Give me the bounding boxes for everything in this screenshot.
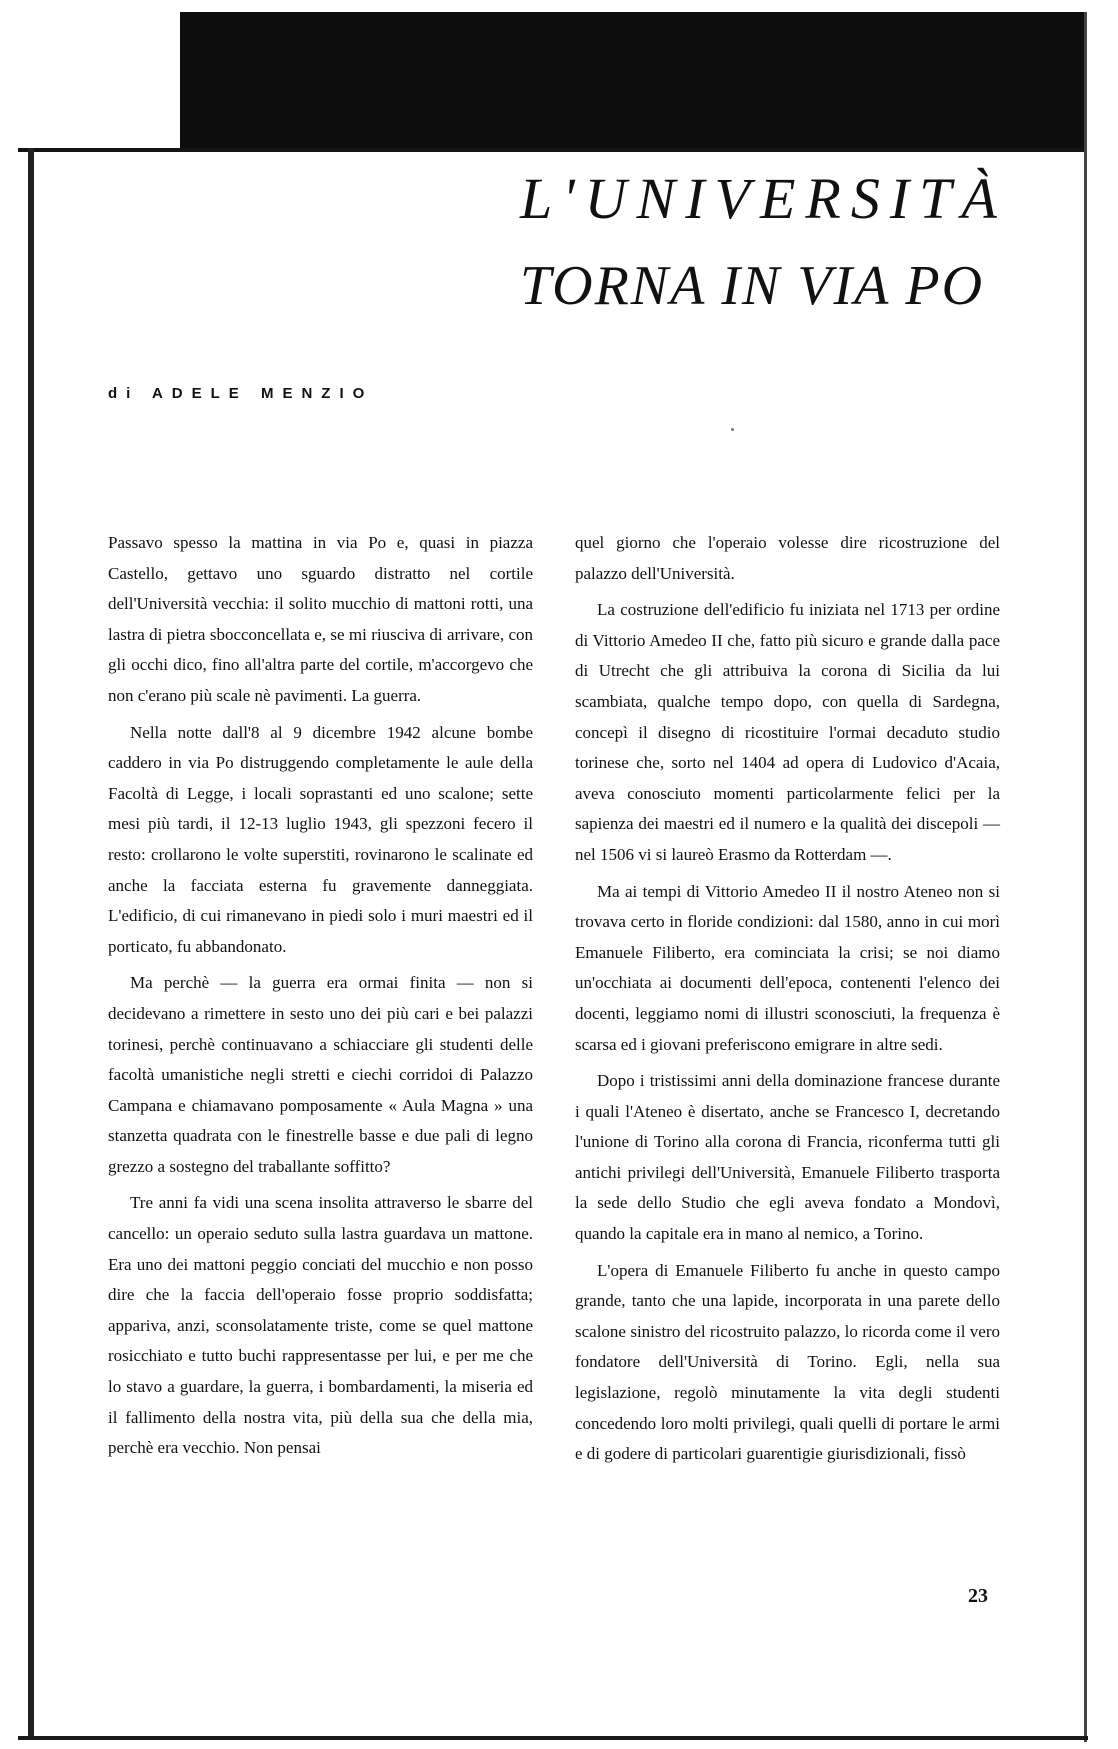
paragraph: Ma ai tempi di Vittorio Amedeo II il nostro Ateneo non si trovava certo in floride condizioni: dal 1580, anno in cui morì Emanuele Filiberto, era cominciata la crisi; se noi diamo un'occhiata ai documenti dell'epoca, contenenti l'elenco dei docenti, leggiamo nomi di illustri sconosciuti, la frequenza è scarsa ed i giovani preferiscono emigrare in altre sedi. <box>575 881 1000 1054</box>
byline: di ADELE MENZIO <box>108 385 374 402</box>
paragraph: Nella notte dall'8 al 9 dicembre 1942 alcune bombe caddero in via Po distruggendo completamente le aule della Facoltà di Legge, i locali soprastanti ed uno scalone; sette mesi più tardi, il 12-13 luglio 1943, gli spezzoni fecero il resto: crollarono le volte superstiti, rovinarono le scalinate ed anche la facciata esterna fu gravemente danneggiata. L'edificio, di cui rimanevano in piedi solo i muri maestri ed il porticato, fu abbandonato. <box>108 722 533 956</box>
title-line-2: TORNA IN VIA PO <box>520 255 985 317</box>
top-black-band <box>180 12 1084 152</box>
page-number: 23 <box>968 1585 988 1607</box>
article-title <box>520 160 1060 324</box>
right-column <box>575 528 1000 1476</box>
frame-left-rule <box>28 148 34 1738</box>
print-speck <box>731 428 734 431</box>
left-column <box>108 528 533 1470</box>
title-line-1: L'UNIVERSITÀ <box>520 166 1007 231</box>
paragraph: Ma perchè — la guerra era ormai finita — non si decidevano a rimettere in sesto uno dei più cari e bei palazzi torinesi, perchè continuavano a schiacciare gli studenti delle facoltà umanistiche negli stretti e ciechi corridoi di Palazzo Campana e chiamavano pomposamente « Aula Magna » una stanzetta quadrata con le finestrelle basse e due pali di legno grezzo a sostegno del traballante soffitto? <box>108 973 533 1176</box>
paragraph: Passavo spesso la mattina in via Po e, quasi in piazza Castello, gettavo uno sguardo distratto nel cortile dell'Università vecchia: il solito mucchio di mattoni rotti, una lastra di pietra sbocconcellata e, se mi riusciva di arrivare, con gli occhi dico, fino all'altra parte del cortile, m'accorgevo che non c'erano più scale nè pavimenti. La guerra. <box>108 533 533 705</box>
frame-right-rule <box>1084 12 1087 1742</box>
paragraph: Tre anni fa vidi una scena insolita attraverso le sbarre del cancello: un operaio seduto sulla lastra guardava un mattone. Era uno dei mattoni peggio conciati del mucchio e non posso dire che la faccia dell'operaio fosse proprio soddisfatta; appariva, anzi, sconsolatamente triste, come se quel mattone rosicchiato e tutto buchi rappresentasse per lui, e per me che lo stavo a guardare, la guerra, i bombardamenti, la miseria ed il fallimento della nostra vita, più della sua che della mia, perchè era vecchio. Non pensai <box>108 1193 533 1458</box>
paragraph: L'opera di Emanuele Filiberto fu anche in questo campo grande, tanto che una lapide, incorporata in una parete dello scalone sinistro del ricostruito palazzo, lo ricorda come il vero fondatore dell'Università di Torino. Egli, nella sua legislazione, regolò minutamente la vita degli studenti concedendo loro molti privilegi, quali quelli di portare le armi e di godere di particolari guarentigie giurisdizionali, fissò <box>575 1260 1000 1464</box>
paragraph: quel giorno che l'operaio volesse dire ricostruzione del palazzo dell'Università. <box>575 533 1000 583</box>
paragraph: La costruzione dell'edificio fu iniziata nel 1713 per ordine di Vittorio Amedeo II che, fatto più sicuro e grande dalla pace di Utrecht che gli attribuiva la corona di Sicilia da lui scambiata, qualche tempo dopo, con quella di Sardegna, concepì il disegno di ricostituire l'ormai decaduto studio torinese che, sorto nel 1404 ad opera di Ludovico d'Acaia, aveva conosciuto momenti particolarmente felici per la sapienza dei maestri ed il numero e la qualità dei discepoli — nel 1506 vi si laureò Erasmo da Rotterdam —. <box>575 600 1000 864</box>
frame-top-rule <box>18 148 1084 152</box>
frame-bottom-rule <box>18 1736 1088 1740</box>
paragraph: Dopo i tristissimi anni della dominazione francese durante i quali l'Ateneo è disertato, anche se Francesco I, decretando l'unione di Torino alla corona di Francia, riconferma tutti gli antichi privilegi dell'Università, Emanuele Filiberto trasporta la sede dello Studio che egli aveva fondato a Mondovì, quando la capitale era in mano al nemico, a Torino. <box>575 1071 1000 1244</box>
